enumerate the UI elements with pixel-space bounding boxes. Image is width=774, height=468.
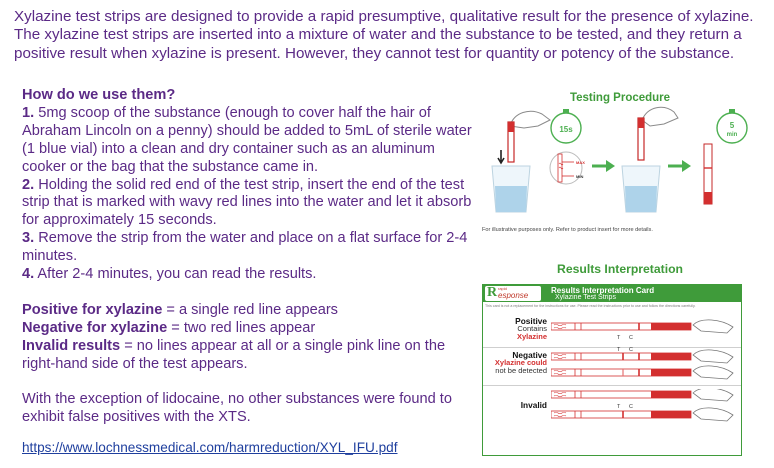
- step-text: Remove the strip from the water and place on a flat surface for 2-4 minutes.: [22, 230, 468, 265]
- down-arrow-icon: [498, 150, 504, 163]
- card-title: Results Interpretation Card: [551, 286, 655, 295]
- timer-5min-unit: min: [726, 132, 738, 138]
- rapid-response-logo: [485, 286, 541, 301]
- row-negative-label: Negative Xylazine could not be detected: [494, 350, 547, 376]
- c-label: C: [629, 347, 633, 353]
- step-number: 2.: [22, 176, 35, 193]
- negative-strip-illustration: [551, 347, 737, 383]
- magnifier-icon: [550, 152, 582, 184]
- hand-icon: [510, 111, 550, 128]
- step-text: After 2-4 minutes, you can read the results.: [34, 266, 317, 283]
- t-label: T: [617, 404, 621, 410]
- logo-letter: R: [487, 285, 498, 300]
- card-subtitle: Xylazine Test Strips: [555, 294, 616, 301]
- t-label: T: [617, 347, 621, 353]
- result-text: = a single red line appears: [162, 301, 338, 318]
- instructions-block: [22, 87, 472, 427]
- step-number: 4.: [22, 266, 35, 283]
- logo-word: esponse: [498, 291, 529, 300]
- c-label: C: [629, 335, 633, 341]
- logo-small-text: rapid: [498, 286, 507, 291]
- exception-note: With the exception of lidocaine, no other substances were found to exhibit false positives with the XTS.: [22, 391, 452, 426]
- result-label: Positive for xylazine: [22, 301, 163, 318]
- positive-strip-illustration: [551, 319, 737, 345]
- results-card: [482, 284, 742, 456]
- row-invalid-label: Invalid: [520, 400, 547, 410]
- max-label: MAX: [576, 160, 585, 165]
- step-text: 5mg scoop of the substance (enough to cover half the hair of Abraham Lincoln on a penny) should be added to 5mL of sterile water (1 blue vial) into a clean and dry container such as an aluminum cooker or the bag that the substance came in.: [22, 104, 472, 175]
- testing-procedure-illustration: [478, 104, 758, 226]
- step-number: 3.: [22, 230, 35, 247]
- intro-paragraph: Xylazine test strips are designed to provide a rapid presumptive, qualitative result for the presence of xylazine. The xylazine test strips are inserted into a mixture of water and the substance to be tested, and they return a positive result when xylazine is present. However, they cannot test for quantity or potency of the substance.: [14, 8, 754, 62]
- result-positive: [22, 302, 472, 320]
- step-4: [22, 266, 472, 284]
- results-interpretation-title: Results Interpretation: [557, 262, 683, 276]
- step-text: Holding the solid red end of the test strip, insert the end of the test strip that is marked with wavy red lines into the water and let it absorb for approximately 15 seconds.: [22, 176, 472, 229]
- procedure-title: Testing Procedure: [569, 92, 671, 104]
- step-3: [22, 230, 472, 266]
- hand-icon: [642, 107, 678, 126]
- procedure-disclaimer: For illustrative purposes only. Refer to product insert for more details.: [482, 227, 653, 233]
- timer-15s-label: 15s: [559, 125, 573, 134]
- how-heading: How do we use them?: [22, 87, 176, 103]
- card-header: [483, 285, 741, 302]
- c-label: C: [629, 404, 633, 410]
- step-2: [22, 177, 472, 231]
- result-label: Invalid results: [22, 337, 121, 354]
- min-label: MIN: [576, 174, 584, 179]
- step-1: [22, 105, 472, 177]
- result-label: Negative for xylazine: [22, 319, 168, 336]
- invalid-strip-illustration: [551, 389, 737, 429]
- result-text: = two red lines appear: [167, 319, 316, 336]
- timer-5min-value: 5: [729, 121, 735, 130]
- result-negative: [22, 320, 472, 338]
- t-label: T: [617, 335, 621, 341]
- step-number: 1.: [22, 104, 35, 121]
- result-text: = no lines appear at all or a single pink line on the right-hand side of the test appears.: [22, 337, 446, 372]
- row-positive-label: Positive Contains Xylazine: [515, 316, 547, 342]
- ifu-link[interactable]: https://www.lochnessmedical.com/harmreduction/XYL_IFU.pdf: [22, 440, 398, 455]
- result-invalid: [22, 338, 472, 374]
- card-note: This card is not a replacement for the instructions for use. Please read the instructions prior to use and follow the directions carefully.: [485, 304, 696, 308]
